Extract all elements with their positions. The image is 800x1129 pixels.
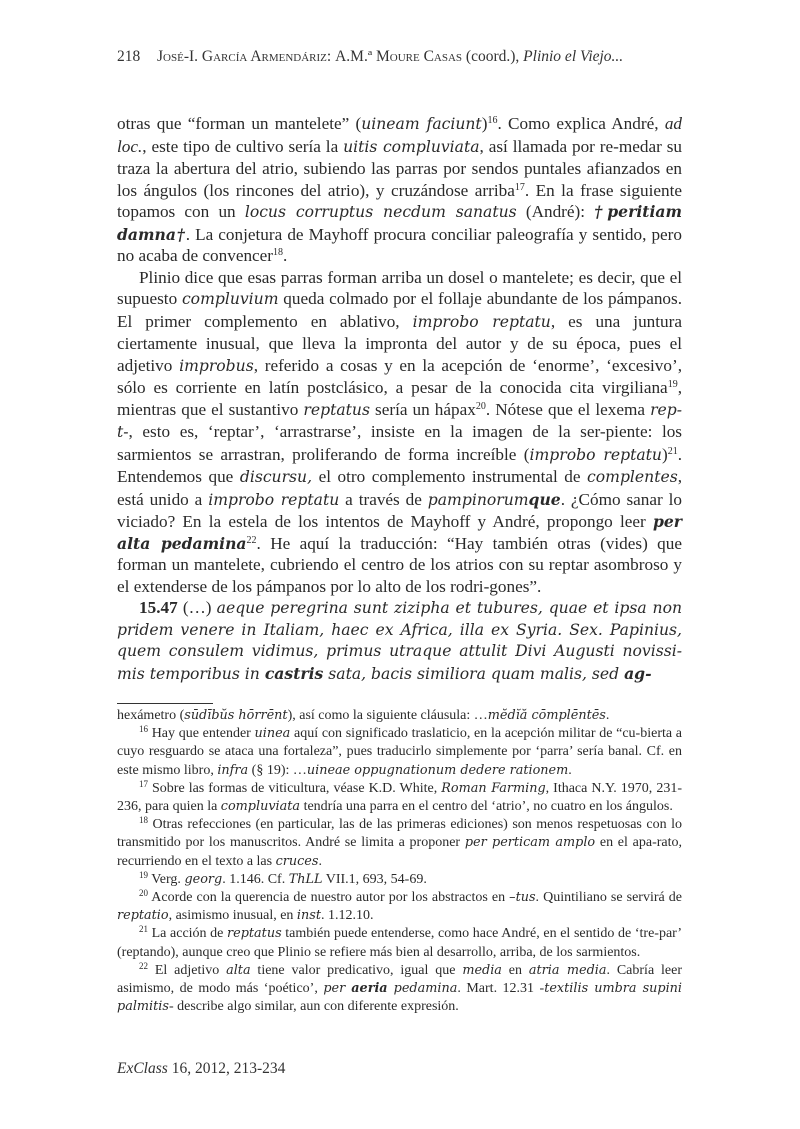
- page-footer: [117, 1060, 285, 1078]
- running-head: 218 José-I. García Armendáriz: A.M.ª Moure Casas (coord.), Plinio el Viejo...: [117, 46, 682, 68]
- footnote-ref-21: 21: [667, 445, 678, 457]
- footnote-22: $^{22}$ El adjetivo alta tiene valor predicativo, igual que media en atria media. Cabría leer asimismo, de modo más ‘poético’, per aeria pedamina. Mart. 12.31 -textilis umbra supini palmitis- describe algo similar, aun con diferente expresión.: [117, 960, 682, 1015]
- latin-quotation: 15.47 (…) aeque peregrina sunt zizipha et tubures, quae et ipsa non pridem venere in Italiam, haec ex Africa, illa ex Syria. Sex. Papinius, quem consulem vidimus, primus utraque attulit Divi Augusti novissi-mis temporibus in castris sata, bacis similiora quam malis, sed ag-: [117, 598, 682, 683]
- footnote-ref-20: 20: [475, 400, 486, 412]
- footnotes: [117, 707, 682, 1016]
- footnote-20: $^{20}$ Acorde con la querencia de nuestro autor por los abstractos en –tus. Quintiliano se servirá de reptatio, asimismo inusual, en inst. 1.12.10.: [117, 888, 682, 924]
- footnote-18: $^{18}$ Otras refecciones (en particular, las de las primeras ediciones) son menos respetuosas con lo transmitido por los manuscritos. André se limita a proponer per perticam amplo en el apa-rato, recurriendo en el texto a las cruces.: [117, 815, 682, 869]
- main-text: [117, 113, 682, 685]
- footnote-rule: [117, 703, 213, 704]
- footnote-19: $^{19}$ Verg. georg. 1.146. Cf. ThLL VII.1, 693, 54-69.: [139, 869, 427, 887]
- footnote-21: $^{21}$ La acción de reptatus también puede entenderse, como hace André, en el sentido de ‘tre-par’ (reptando), aunque creo que Plinio se refiere más bien al desarrollo, arriba, de los sarmientos.: [117, 924, 682, 960]
- paragraph-2: Plinio dice que esas parras forman arriba un dosel o mantelete; es decir, que el supuesto compluvium queda colmado por el follaje abundante de los pámpanos. El primer complemento en ablativo, improbo reptatu, es una juntura ciertamente inusual, que lleva la impronta del autor y de su época, pues el adjetivo improbus, referido a cosas y en la acepción de ‘enorme’, ‘excesivo’, sólo es corriente en latín postclásico, a pesar de la conocida cita virgiliana$^{19}$, mientras que el sustantivo reptatus sería un hápax$^{20}$. Nótese que el lexema rep-t-, esto es, ‘reptar’, ‘arrastrarse’, insiste en la imagen de la ser-piente: los sarmientos se arrastran, proliferando de forma increíble (improbo reptatu)$^{21}$. Entendemos que discursu, el otro complemento instrumental de complentes, está unido a improbo reptatu a través de pampinorumque. ¿Cómo sanar lo viciado? En la estela de los intentos de Mayhoff y André, propongo leer per alta pedamina$^{22}$. He aquí la traducción: “Hay también otras (vides) que forman un mantelete, cubriendo el centro de los atrios con su reptar asombroso y el extenderse de los pámpanos por lo alto de los rodri-gones”.: [117, 267, 683, 596]
- footnote-ref-17: 17: [514, 181, 525, 193]
- page-number: 218: [117, 48, 141, 65]
- author: José-I. García Armendáriz: [157, 48, 327, 65]
- footnote-ref-19: 19: [667, 379, 678, 390]
- footnote-17: $^{17}$ Sobre las formas de viticultura, véase K.D. White, Roman Farming, Ithaca N.Y. 1970, 231-236, para quien la compluviata tendría una parra en el centro del ‘atrio’, no cuatro en los ángulos.: [117, 778, 682, 815]
- journal-name: ExClass: [117, 1060, 168, 1077]
- section-number: 15.47: [139, 598, 178, 617]
- footnote-16: $^{16}$ Hay que entender uinea aquí con significado traslaticio, en la acepción militar de “cu-bierta a cuyo resguardo se ataca una fortaleza”, pues traducirlo simplemente por ‘parra’ sería banal. Cf. en este mismo libro, infra (§ 19): …uineae oppugnationum dedere rationem.: [117, 724, 682, 778]
- editor: A.M.ª Moure Casas: [335, 48, 463, 65]
- book-title: Plinio el Viejo...: [523, 48, 624, 65]
- paragraph-1: otras que “forman un mantelete” (uineam faciunt)$^{16}$. Como explica André, ad loc., este tipo de cultivo sería la uitis compluviata, así llamada por re-medar su traza la abertura del atrio, subiendo las parras por sendos puntales afianzados en los ángulos (los rincones del atrio), y cruzándose arriba$^{17}$. En la frase siguiente topamos con un locus corruptus necdum sanatus (André): †peritiam damna†. La conjetura de Mayhoff procura conciliar paleografía y sentido, pero no acaba de convencer$^{18}$.: [117, 114, 682, 265]
- footnote-ref-22: 22: [246, 534, 257, 546]
- citation: 16, 2012, 213-234: [167, 1060, 286, 1077]
- footnote-ref-18: 18: [273, 247, 284, 258]
- footnote-continuation: hexámetro (sūdībŭs hōrrēnt), así como la siguiente cláusula: …mĕdĭă cōmplēntēs.: [117, 708, 610, 723]
- footnote-ref-16: 16: [487, 115, 498, 126]
